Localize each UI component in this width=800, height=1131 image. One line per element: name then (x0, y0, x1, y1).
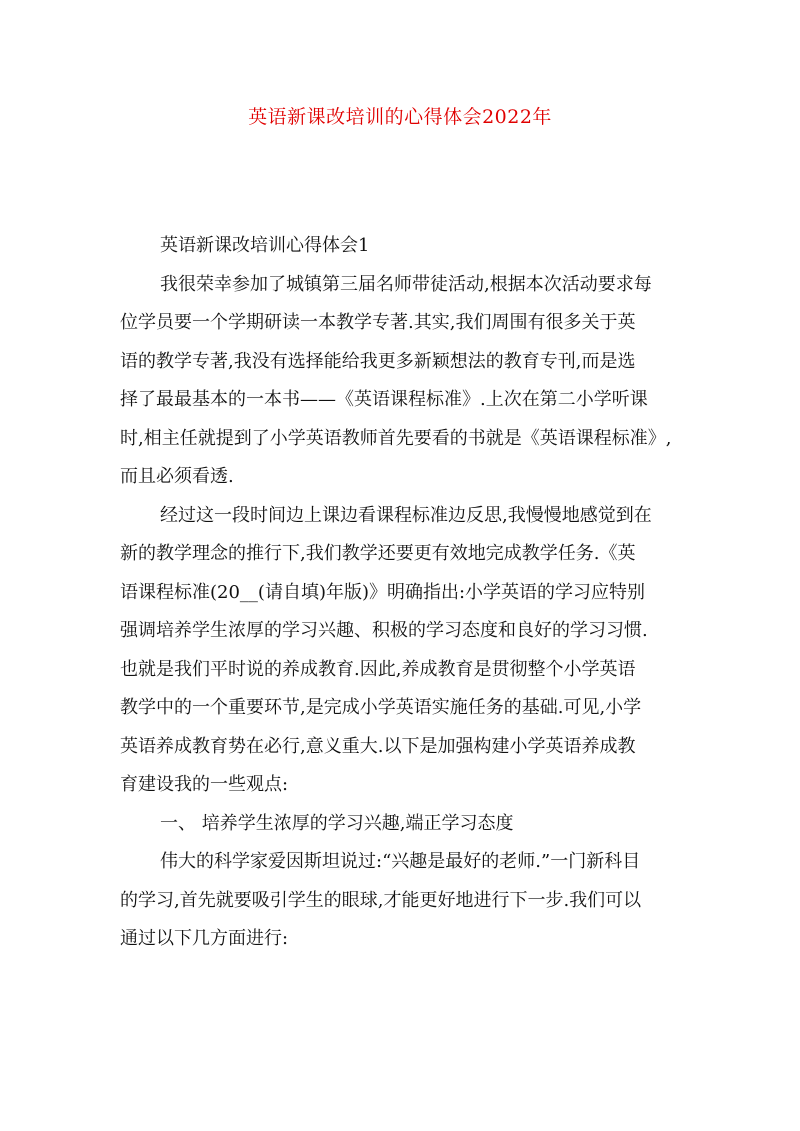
paragraph-line: 经过这一段时间边上课边看课程标准边反思,我慢慢地感觉到在 (160, 504, 652, 526)
paragraph-line: 择了最最基本的一本书——《英语课程标准》.上次在第二小学听课 (120, 389, 648, 410)
document-body (120, 227, 705, 959)
paragraph-line: 也就是我们平时说的养成教育.因此,养成教育是贯彻整个小学英语 (120, 658, 636, 680)
paragraph-line: 教学中的一个重要环节,是完成小学英语实施任务的基础.可见,小学 (120, 697, 642, 718)
paragraph-line: 的学习,首先就要吸引学生的眼球,才能更好地进行下一步.我们可以 (120, 889, 642, 911)
paragraph-line: 位学员要一个学期研读一本教学专著.其实,我们周围有很多关于英 (120, 312, 636, 333)
paragraph-line: 育建设我的一些观点: (120, 774, 289, 795)
section-heading-text: 一、 培养学生浓厚的学习兴趣,端正学习态度 (160, 812, 514, 834)
paragraph-line: 伟大的科学家爱因斯坦说过:“兴趣是最好的老师.”一门新科目 (160, 851, 641, 872)
paragraph-line: 英语养成教育势在必行,意义重大.以下是加强构建小学英语养成教 (120, 735, 636, 757)
paragraph-line: 我很荣幸参加了城镇第三届名师带徒活动,根据本次活动要求每 (160, 273, 652, 295)
paragraph-1 (120, 266, 705, 497)
document-title: 英语新课改培训的心得体会2022年 (248, 106, 552, 128)
section-subtitle: 英语新课改培训心得体会1 (160, 235, 370, 256)
section-heading-1 (120, 805, 705, 844)
paragraph-line: 时,相主任就提到了小学英语教师首先要看的书就是《英语课程标准》, (120, 427, 672, 449)
paragraph-line: 语的教学专著,我没有选择能给我更多新颖想法的教育专刊,而是选 (120, 350, 636, 372)
paragraph-line: 通过以下几方面进行: (120, 928, 289, 949)
paragraph-line: 而且必须看透. (120, 466, 234, 487)
paragraph-3 (120, 843, 705, 959)
paragraph-2 (120, 497, 705, 805)
paragraph-line: 语课程标准(20__(请自填)年版)》明确指出:小学英语的学习应特别 (120, 581, 646, 603)
paragraph-line: 强调培养学生浓厚的学习兴趣、积极的学习态度和良好的学习习惯. (120, 620, 648, 641)
paragraph-line: 新的教学理念的推行下,我们教学还要更有效地完成教学任务.《英 (120, 543, 636, 564)
